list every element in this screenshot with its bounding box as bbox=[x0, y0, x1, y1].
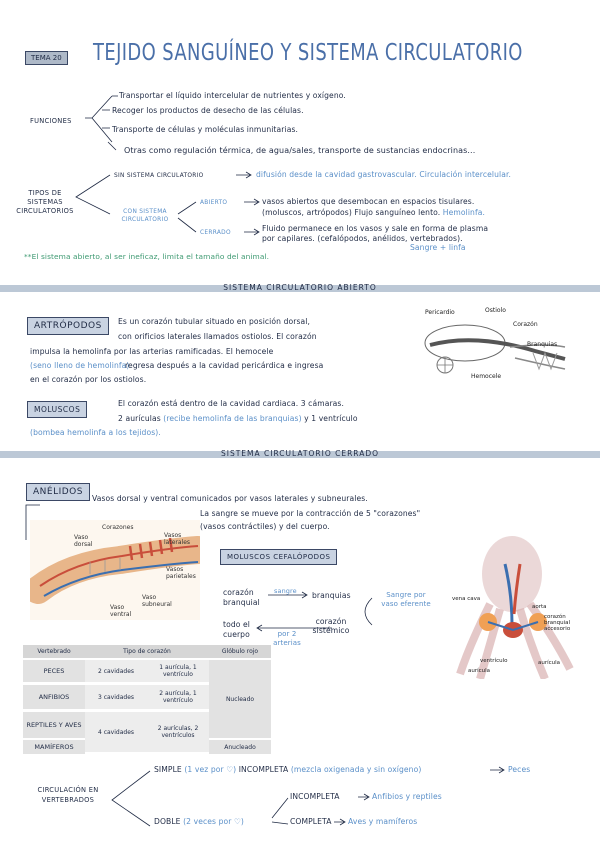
functions-label: FUNCIONES bbox=[30, 116, 72, 125]
label-ventriculo: ventrículo bbox=[480, 658, 508, 664]
flow-corazon-branquial: corazón branquial bbox=[223, 588, 260, 607]
arthropods-label: ARTRÓPODOS bbox=[27, 317, 109, 335]
label-aorta: aorta bbox=[532, 604, 547, 610]
cerrado-label: CERRADO bbox=[200, 228, 231, 236]
cephalopods-label: MOLUSCOS CEFALÓPODOS bbox=[220, 549, 337, 565]
label-ostiolo: Ostiolo bbox=[485, 307, 506, 314]
cerrado-desc-2: por capilares. (cefalópodos, anélidos, vertebrados). bbox=[262, 234, 463, 243]
header-globulo-rojo: Glóbulo rojo bbox=[221, 648, 259, 655]
label-pericardio: Pericardio bbox=[425, 309, 455, 316]
doble-line: DOBLE (2 veces por ♡) bbox=[154, 817, 244, 826]
table-header bbox=[23, 645, 271, 658]
annelids-text-3: (vasos contráctiles) y del cuerpo. bbox=[200, 522, 330, 531]
open-system-band-label: SISTEMA CIRCULATORIO ABIERTO bbox=[223, 283, 377, 292]
label-auricula-2: aurícula bbox=[538, 660, 561, 666]
arthropods-text-2: con orificios laterales llamados ostiolos. El corazón bbox=[118, 332, 317, 341]
mollusks-hl-2: (bombea hemolinfa a los tejidos). bbox=[30, 428, 161, 437]
table-row-peces-type: 1 aurícula, 1 ventrículo bbox=[147, 660, 209, 682]
label-vena-cava: vena cava bbox=[452, 596, 481, 602]
abierto-label: ABIERTO bbox=[200, 198, 228, 206]
cerrado-hl: Sangre + linfa bbox=[410, 243, 466, 252]
mollusks-text-1: El corazón está dentro de la cavidad cardiaca. 3 cámaras. bbox=[118, 399, 344, 408]
sin-sistema-label: SIN SISTEMA CIRCULATORIO bbox=[114, 171, 204, 179]
function-item-4: Otras como regulación térmica, de agua/sales, transporte de sustancias endocrinas... bbox=[124, 146, 476, 155]
flow-branquias: branquias bbox=[312, 591, 351, 600]
arthropods-hl-2: (seno lleno de hemolinfa) bbox=[30, 361, 130, 370]
incompleta-2: INCOMPLETA bbox=[290, 792, 340, 801]
arthropods-text-1: Es un corazón tubular situado en posición dorsal, bbox=[118, 317, 310, 326]
cerrado-desc: Fluido permanece en los vasos y sale en forma de plasma bbox=[262, 224, 489, 233]
annelids-text-1: Vasos dorsal y ventral comunicados por vasos laterales y subneurales. bbox=[92, 494, 368, 503]
table-body bbox=[23, 658, 271, 758]
table-row-reptiles-name: REPTILES Y AVES bbox=[23, 712, 85, 738]
table-row-anfibios-name: ANFIBIOS bbox=[23, 685, 85, 709]
table-row-reptiles-cavities: 4 cavidades bbox=[85, 712, 147, 752]
completa-label: COMPLETA bbox=[290, 817, 332, 826]
label-hemocele: Hemocele bbox=[471, 373, 502, 380]
annelids-text-2: La sangre se mueve por la contracción de 5 "corazones" bbox=[200, 509, 421, 518]
label-corazon-branquial: corazón branquial accesorio bbox=[544, 614, 571, 632]
topic-tag: TEMA 20 bbox=[25, 51, 68, 65]
simple-line: SIMPLE (1 vez por ♡) INCOMPLETA (mezcla oxigenada y sin oxígeno) bbox=[154, 765, 422, 774]
function-item-1: Transportar el líquido intercelular de nutrientes y oxígeno. bbox=[119, 91, 346, 100]
abierto-desc: vasos abiertos que desembocan en espacios tisulares. bbox=[262, 197, 475, 206]
arthropod-heart-diagram bbox=[415, 303, 585, 385]
closed-system-band-label: SISTEMA CIRCULATORIO CERRADO bbox=[220, 449, 380, 458]
page-title: TEJIDO SANGUÍNEO Y SISTEMA CIRCULATORIO bbox=[93, 40, 523, 66]
function-item-2: Recoger los productos de desecho de las células. bbox=[112, 106, 304, 115]
con-sistema-label: CON SISTEMA CIRCULATORIO bbox=[121, 207, 169, 223]
table-row-anfibios-type: 2 aurícula, 1 ventrículo bbox=[147, 685, 209, 709]
header-tipo-corazon: Tipo de corazón bbox=[123, 648, 171, 655]
flow-sangre-vaso: Sangre por vaso eferente bbox=[381, 591, 431, 608]
label-corazon: Corazón bbox=[513, 321, 538, 328]
table-nucleado: Nucleado bbox=[209, 660, 271, 738]
function-item-3: Transporte de células y moléculas inmunitarias. bbox=[112, 125, 299, 134]
table-row-anfibios-cavities: 3 cavidades bbox=[85, 685, 147, 709]
flow-corazon-sistemico: corazón sistémico bbox=[312, 617, 350, 635]
abierto-desc-2: (moluscos, artrópodos) Flujo sanguíneo lento. Hemolinfa. bbox=[262, 208, 485, 217]
arthropods-text-4: regresa después a la cavidad pericárdica e ingresa bbox=[125, 361, 324, 370]
arthropods-text-5: en el corazón por los ostiolos. bbox=[30, 375, 147, 384]
flow-arterias: por 2 arterias bbox=[273, 630, 301, 647]
label-corazones: Corazones bbox=[102, 524, 134, 531]
flow-todo-cuerpo: todo el cuerpo bbox=[223, 620, 250, 639]
types-label: TIPOS DE SISTEMAS CIRCULATORIOS bbox=[16, 188, 74, 215]
label-branquias: Branquias bbox=[527, 341, 558, 348]
vertebrate-heart-table bbox=[23, 645, 271, 758]
mollusks-label: MOLUSCOS bbox=[27, 401, 87, 418]
table-row-peces-name: PECES bbox=[23, 660, 85, 682]
annelid-diagram bbox=[30, 520, 200, 620]
types-note: **El sistema abierto, al ser ineficaz, limita el tamaño del animal. bbox=[24, 252, 270, 261]
vertebrates-label: CIRCULACIÓN EN VERTEBRADOS bbox=[37, 785, 99, 804]
label-vasos-laterales: Vasos laterales bbox=[164, 532, 191, 546]
anfibios-label: Anfibios y reptiles bbox=[372, 792, 442, 801]
table-anucleado: Anucleado bbox=[209, 740, 271, 754]
table-row-reptiles-type: 2 aurículas, 2 ventrículos bbox=[147, 712, 209, 752]
label-vaso-dorsal: Vaso dorsal bbox=[74, 534, 93, 548]
arthropods-text-3: impulsa la hemolinfa por las arterias ramificadas. El hemocele bbox=[30, 347, 274, 356]
octopus-diagram bbox=[450, 534, 575, 679]
table-row-peces-cavities: 2 cavidades bbox=[85, 660, 147, 682]
aves-label: Aves y mamíferos bbox=[348, 817, 418, 826]
flow-sangre: sangre bbox=[274, 587, 297, 595]
label-vaso-ventral: Vaso ventral bbox=[110, 604, 132, 618]
table-row-mamiferos-name: MAMÍFEROS bbox=[23, 740, 85, 754]
header-vertebrado: Vertebrado bbox=[37, 648, 71, 655]
sin-sistema-desc: difusión desde la cavidad gastrovascular. Circulación intercelular. bbox=[256, 170, 512, 179]
annelids-label: ANÉLIDOS bbox=[26, 483, 90, 501]
label-vasos-parietales: Vasos parietales bbox=[166, 566, 196, 580]
peces-label: Peces bbox=[508, 765, 531, 774]
label-vaso-subneural: Vaso subneural bbox=[142, 594, 172, 608]
mollusks-text-2: 2 aurículas (recibe hemolinfa de las branquias) y 1 ventrículo bbox=[118, 414, 358, 423]
label-auricula: aurícula bbox=[468, 668, 491, 674]
